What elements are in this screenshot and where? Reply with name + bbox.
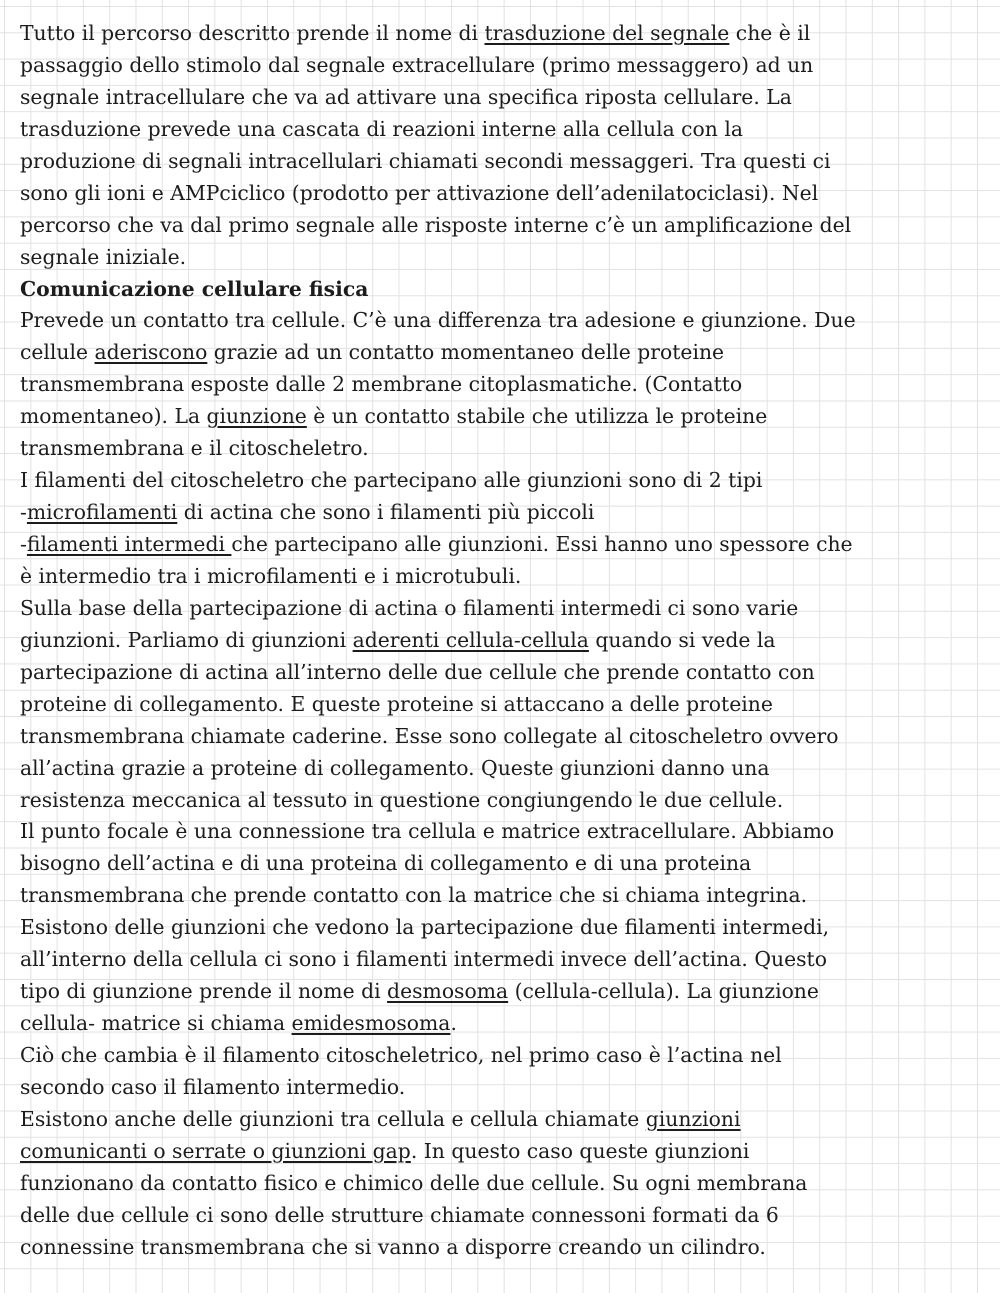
underlined-term: desmosoma bbox=[387, 979, 509, 1004]
text-line bbox=[20, 1072, 982, 1104]
text-segment: di actina che sono i filamenti più piccoli bbox=[177, 500, 595, 525]
text-segment: transmembrana esposte dalle 2 membrane citoplasmatiche. (Contatto bbox=[20, 372, 743, 397]
text-line bbox=[20, 82, 982, 114]
text-line bbox=[20, 880, 982, 912]
text-line bbox=[20, 433, 982, 465]
text-segment: tipo di giunzione prende il nome di bbox=[20, 979, 388, 1004]
text-line bbox=[20, 912, 982, 944]
underlined-term: comunicanti o serrate o giunzioni gap bbox=[20, 1138, 411, 1163]
text-segment: Prevede un contatto tra cellule. C’è una differenza tra adesione e giunzione. Due bbox=[20, 308, 856, 333]
text-segment: Ciò che cambia è il filamento citoscheletrico, nel primo caso è l’actina nel bbox=[20, 1043, 782, 1067]
underlined-term: emidesmosoma bbox=[291, 1011, 451, 1036]
text-line bbox=[20, 976, 982, 1008]
text-line bbox=[20, 1104, 982, 1136]
underlined-term: filamenti intermedi bbox=[26, 532, 232, 556]
text-line bbox=[20, 497, 982, 529]
text-segment: resistenza meccanica al tessuto in questione congiungendo le due cellule. bbox=[20, 787, 784, 812]
underlined-term: giunzione bbox=[206, 404, 307, 429]
text-segment: passaggio dello stimolo dal segnale extracellulare (primo messaggero) ad un bbox=[20, 52, 814, 77]
text-line bbox=[20, 146, 982, 178]
text-line bbox=[20, 816, 982, 848]
text-segment: segnale iniziale. bbox=[20, 244, 187, 269]
text-segment: transmembrana e il citoscheletro. bbox=[20, 436, 369, 461]
text-segment: è un contatto stabile che utilizza le proteine bbox=[306, 404, 768, 429]
text-line bbox=[20, 114, 982, 146]
text-segment: che è il bbox=[729, 21, 811, 45]
text-line bbox=[20, 18, 982, 50]
text-segment: che partecipano alle giunzioni. Essi hanno uno spessore che bbox=[231, 532, 853, 556]
text-line bbox=[20, 178, 982, 210]
text-line bbox=[20, 721, 982, 753]
text-line bbox=[20, 1008, 982, 1040]
note-body bbox=[20, 18, 990, 1264]
text-segment: giunzioni. Parliamo di giunzioni bbox=[20, 627, 353, 652]
text-line bbox=[20, 848, 982, 880]
text-line bbox=[20, 689, 982, 721]
text-line bbox=[20, 753, 982, 785]
text-line bbox=[20, 1200, 982, 1232]
text-segment: connessine transmembrana che si vanno a disporre creando un cilindro. bbox=[20, 1234, 766, 1259]
text-segment: . In questo caso queste giunzioni bbox=[410, 1138, 750, 1163]
text-segment: - bbox=[20, 532, 27, 556]
text-segment: quando si vede la bbox=[588, 627, 776, 652]
text-line bbox=[20, 210, 982, 242]
text-line bbox=[20, 369, 982, 401]
text-segment: produzione di segnali intracellulari chiamati secondi messaggeri. Tra questi ci bbox=[20, 148, 831, 173]
text-line bbox=[20, 465, 982, 497]
text-segment: trasduzione prevede una cascata di reazioni interne alla cellula con la bbox=[20, 116, 743, 141]
text-segment: Tutto il percorso descritto prende il nome di bbox=[20, 21, 485, 45]
text-line bbox=[20, 337, 982, 369]
text-line bbox=[20, 529, 982, 561]
text-segment: all’actina grazie a proteine di collegamento. Queste giunzioni danno una bbox=[20, 755, 770, 780]
text-line bbox=[20, 625, 982, 657]
text-line bbox=[20, 305, 982, 337]
text-line bbox=[20, 1040, 982, 1072]
text-line bbox=[20, 785, 982, 817]
text-line bbox=[20, 1232, 982, 1264]
text-line bbox=[20, 1168, 982, 1200]
text-segment: sono gli ioni e AMPciclico (prodotto per attivazione dell’adenilatociclasi). Nel bbox=[20, 180, 819, 205]
text-line bbox=[20, 242, 982, 274]
text-line bbox=[20, 274, 982, 306]
text-segment: Il punto focale è una connessione tra cellula e matrice extracellulare. Abbiamo bbox=[20, 819, 835, 844]
text-line bbox=[20, 944, 982, 976]
text-line bbox=[20, 593, 982, 625]
text-segment: Esistono anche delle giunzioni tra cellula e cellula chiamate bbox=[20, 1106, 646, 1131]
text-segment: (cellula-cellula). La giunzione bbox=[508, 979, 819, 1004]
text-segment: cellula- matrice si chiama bbox=[20, 1011, 292, 1036]
text-segment: percorso che va dal primo segnale alle risposte interne c’è un amplificazione del bbox=[20, 212, 852, 237]
text-segment: funzionano da contatto fisico e chimico delle due cellule. Su ogni membrana bbox=[20, 1170, 808, 1195]
text-segment: transmembrana che prende contatto con la matrice che si chiama integrina. bbox=[20, 883, 808, 908]
text-segment: secondo caso il filamento intermedio. bbox=[20, 1074, 406, 1099]
text-segment: I filamenti del citoscheletro che partecipano alle giunzioni sono di 2 tipi bbox=[20, 468, 763, 493]
text-line bbox=[20, 561, 982, 593]
text-segment: è intermedio tra i microfilamenti e i microtubuli. bbox=[20, 563, 522, 588]
text-line bbox=[20, 1136, 982, 1168]
text-segment: . bbox=[450, 1011, 457, 1036]
underlined-term: aderenti cellula-cellula bbox=[352, 627, 589, 652]
text-line bbox=[20, 657, 982, 689]
text-segment: delle due cellule ci sono delle strutture chiamate connessoni formati da 6 bbox=[20, 1202, 779, 1227]
text-segment: transmembrana chiamate caderine. Esse sono collegate al citoscheletro ovvero bbox=[20, 723, 839, 748]
text-segment: all’interno della cellula ci sono i filamenti intermedi invece dell’actina. Questo bbox=[20, 947, 827, 972]
underlined-term: aderiscono bbox=[94, 340, 208, 365]
text-segment: Sulla base della partecipazione di actina o filamenti intermedi ci sono varie bbox=[20, 595, 799, 620]
text-segment: segnale intracellulare che va ad attivare una specifica riposta cellulare. La bbox=[20, 84, 792, 109]
underlined-term: giunzioni bbox=[645, 1106, 741, 1131]
section-heading: Comunicazione cellulare fisica bbox=[20, 276, 369, 301]
underlined-term: microfilamenti bbox=[26, 500, 178, 525]
text-segment: proteine di collegamento. E queste proteine si attaccano a delle proteine bbox=[20, 691, 773, 716]
text-segment: grazie ad un contatto momentaneo delle proteine bbox=[207, 340, 725, 365]
text-line bbox=[20, 401, 982, 433]
text-segment: Esistono delle giunzioni che vedono la partecipazione due filamenti intermedi, bbox=[20, 915, 830, 940]
underlined-term: trasduzione del segnale bbox=[484, 21, 730, 45]
text-segment: momentaneo). La bbox=[20, 404, 207, 429]
text-line bbox=[20, 50, 982, 82]
text-segment: partecipazione di actina all’interno delle due cellule che prende contatto con bbox=[20, 659, 815, 684]
text-segment: cellule bbox=[20, 340, 95, 365]
text-segment: - bbox=[20, 500, 27, 525]
text-segment: bisogno dell’actina e di una proteina di collegamento e di una proteina bbox=[20, 851, 752, 876]
